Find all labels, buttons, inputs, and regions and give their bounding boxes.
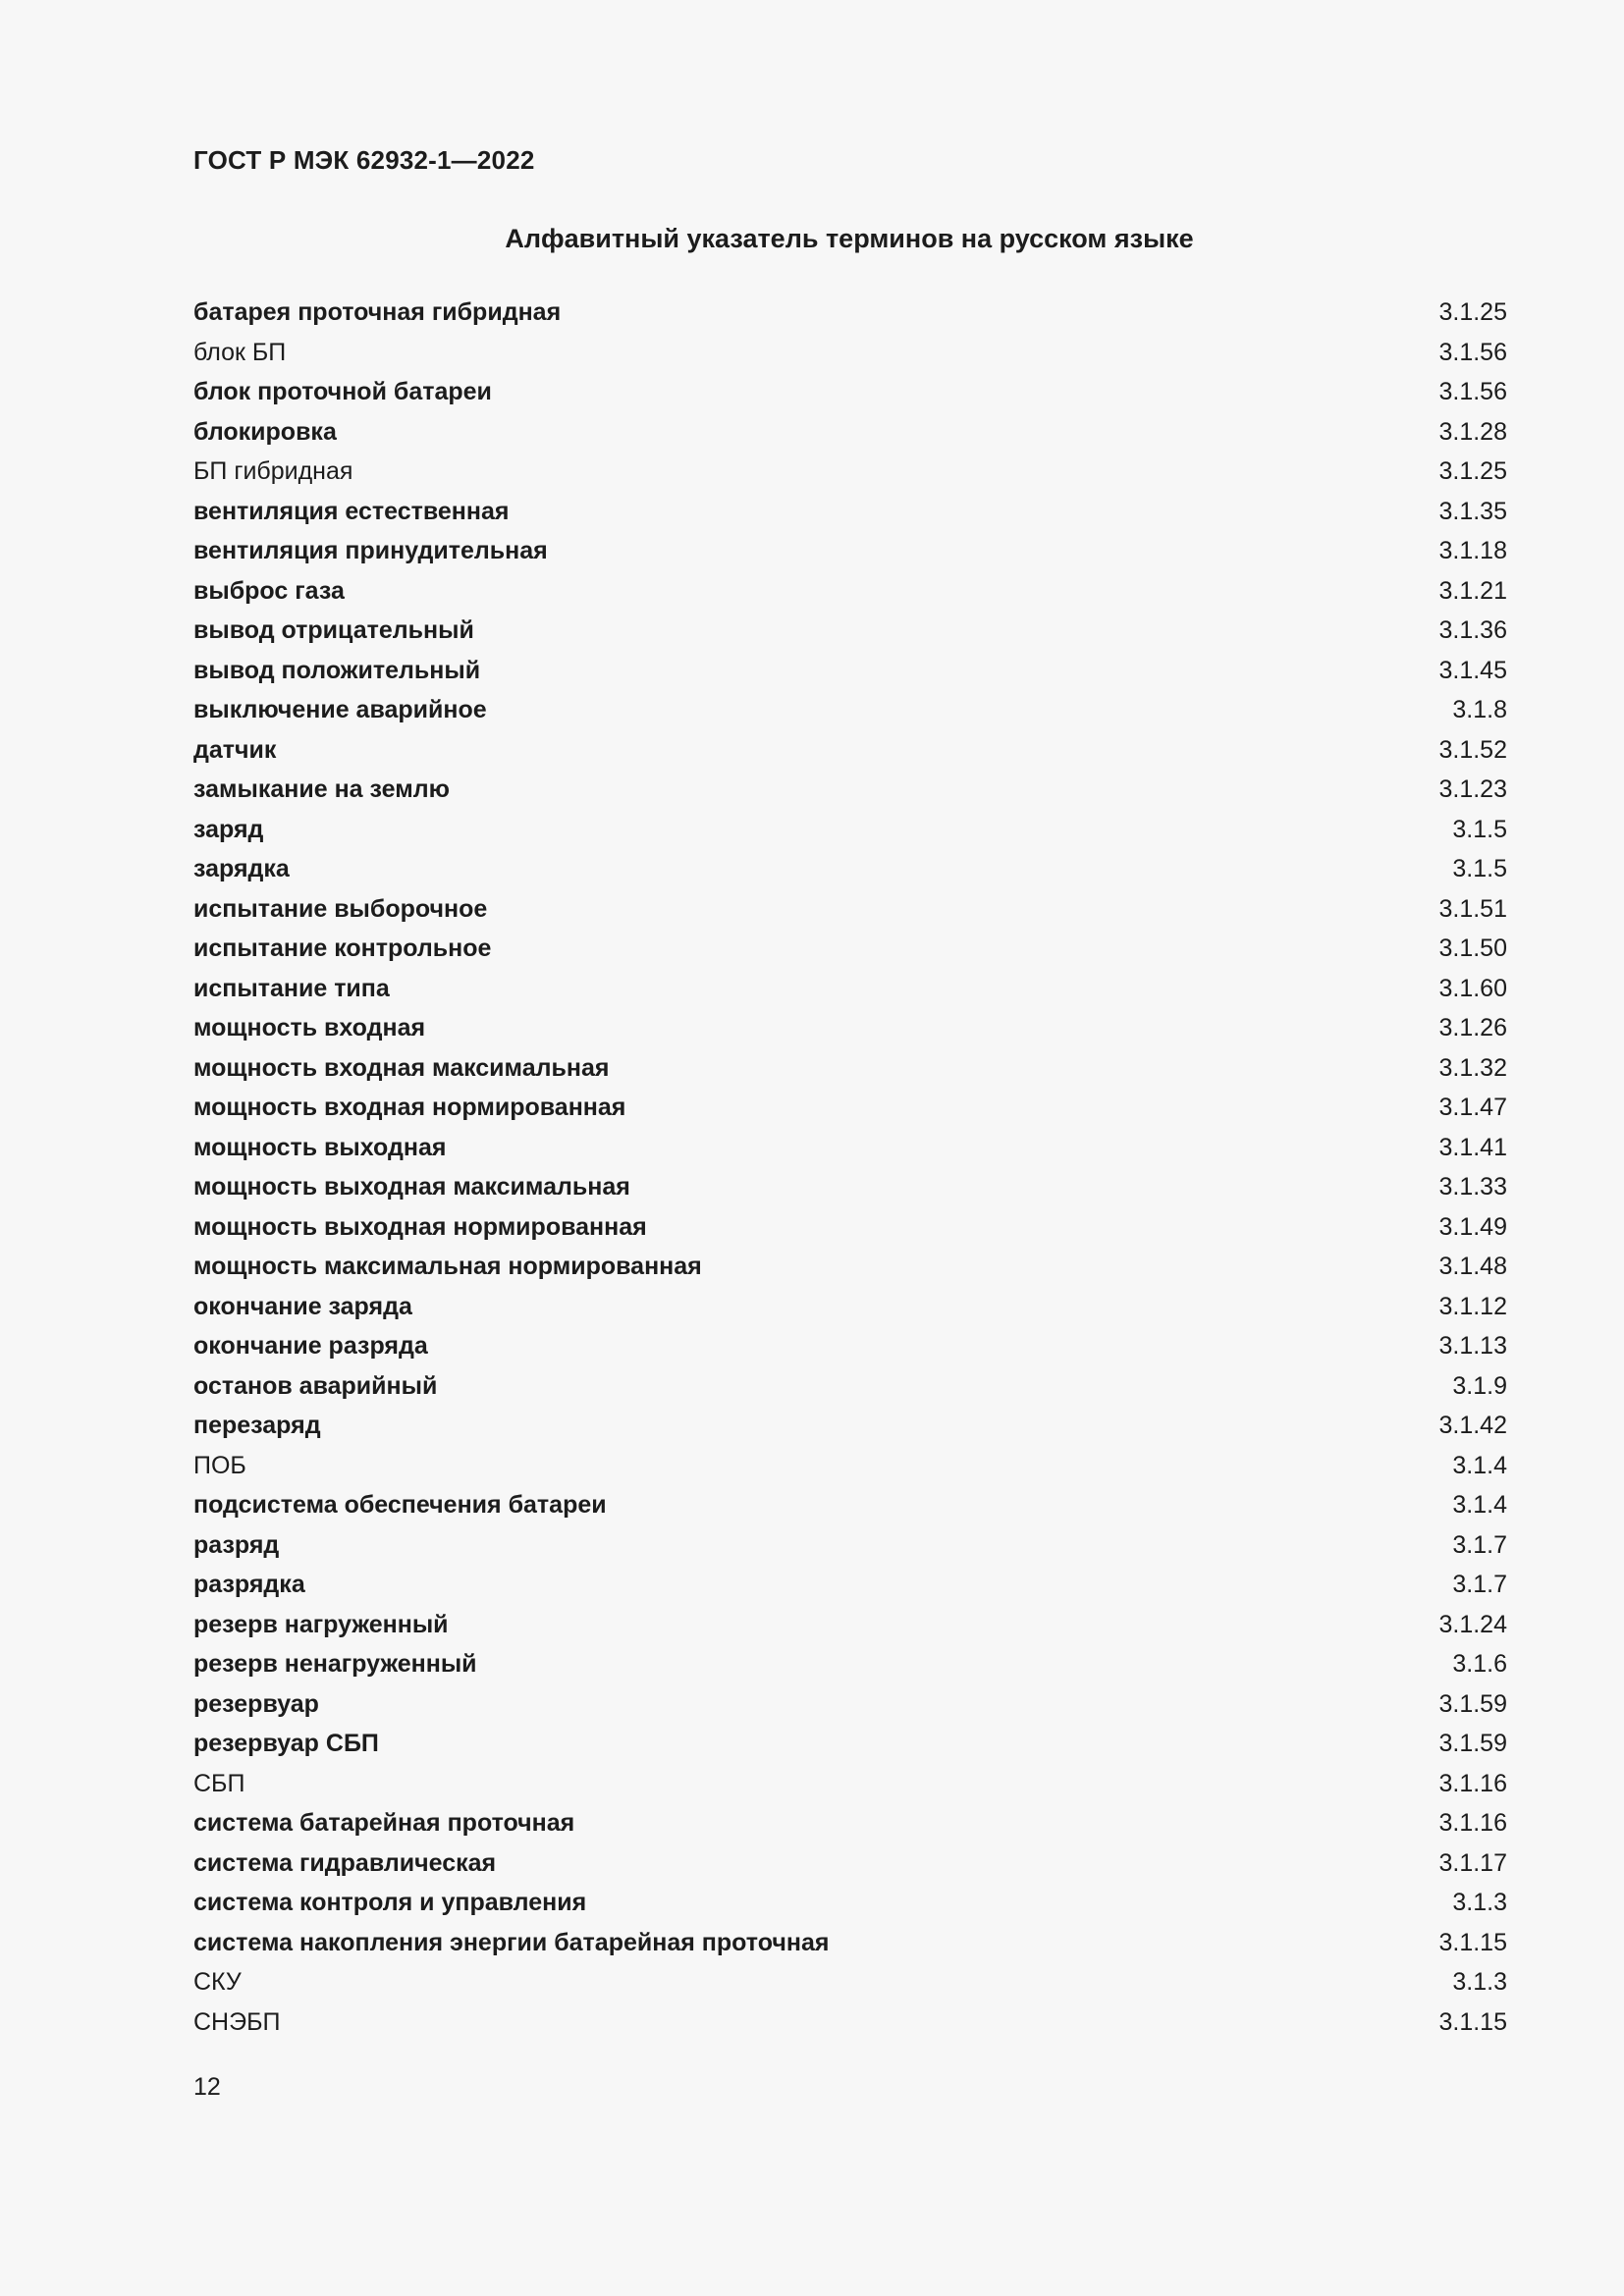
index-term: СКУ (193, 1968, 242, 1996)
index-entry (193, 1724, 1507, 1764)
index-reference: 3.1.16 (1438, 1769, 1507, 1797)
index-entry (193, 1605, 1507, 1645)
index-entry (193, 1128, 1507, 1168)
index-entry (193, 1684, 1507, 1725)
index-term: замыкание на землю (193, 775, 450, 803)
index-entry (193, 1644, 1507, 1684)
index-entry (193, 452, 1507, 492)
index-reference: 3.1.28 (1438, 417, 1507, 446)
index-reference: 3.1.25 (1438, 457, 1507, 485)
index-title: Алфавитный указатель терминов на русском языке (505, 224, 1194, 253)
index-reference: 3.1.60 (1438, 974, 1507, 1002)
index-entry (193, 1565, 1507, 1605)
index-reference: 3.1.42 (1438, 1412, 1507, 1439)
index-term: зарядка (193, 855, 290, 882)
index-reference: 3.1.4 (1452, 1491, 1507, 1519)
index-entry (193, 1167, 1507, 1207)
index-reference: 3.1.5 (1452, 855, 1507, 882)
index-entry (193, 1326, 1507, 1366)
index-term: резервуар СБП (193, 1730, 379, 1757)
index-term: система контроля и управления (193, 1889, 587, 1916)
index-term: батарея проточная гибридная (193, 298, 562, 326)
index-reference: 3.1.8 (1452, 696, 1507, 723)
index-term: мощность выходная (193, 1133, 447, 1161)
index-entry (193, 372, 1507, 412)
index-term: испытание выборочное (193, 894, 488, 923)
index-entry (193, 1247, 1507, 1287)
index-term: окончание разряда (193, 1332, 428, 1360)
index-entry (193, 492, 1507, 532)
index-reference: 3.1.21 (1438, 576, 1507, 605)
index-entry (193, 1803, 1507, 1843)
index-reference: 3.1.5 (1452, 815, 1507, 843)
index-entry (193, 1883, 1507, 1923)
index-reference: 3.1.45 (1438, 656, 1507, 684)
index-term: мощность максимальная нормированная (193, 1253, 702, 1280)
index-reference: 3.1.15 (1438, 1928, 1507, 1956)
index-reference: 3.1.9 (1452, 1371, 1507, 1400)
term-index-list (193, 293, 1507, 2042)
index-term: система накопления энергии батарейная проточная (193, 1928, 830, 1956)
index-term: вывод отрицательный (193, 616, 474, 644)
index-entry (193, 1962, 1507, 2002)
index-reference: 3.1.51 (1438, 894, 1507, 923)
index-reference: 3.1.23 (1438, 775, 1507, 803)
index-entry (193, 333, 1507, 373)
index-term: мощность входная максимальная (193, 1053, 610, 1082)
page-number: 12 (193, 2073, 221, 2101)
index-term: мощность входная (193, 1014, 426, 1041)
index-reference: 3.1.15 (1438, 2007, 1507, 2036)
index-term: подсистема обеспечения батареи (193, 1491, 607, 1519)
index-entry (193, 1207, 1507, 1248)
index-term: резервуар (193, 1689, 319, 1718)
index-term: мощность выходная максимальная (193, 1173, 630, 1201)
index-term: перезаряд (193, 1412, 321, 1439)
index-term: мощность входная нормированная (193, 1094, 626, 1121)
index-entry (193, 1843, 1507, 1884)
index-reference: 3.1.18 (1438, 537, 1507, 564)
index-entry (193, 412, 1507, 453)
index-term: система батарейная проточная (193, 1809, 575, 1837)
index-entry (193, 531, 1507, 571)
index-term: разряд (193, 1530, 280, 1559)
index-term: разрядка (193, 1571, 305, 1598)
index-term: заряд (193, 815, 264, 843)
index-reference: 3.1.13 (1438, 1332, 1507, 1360)
index-entry (193, 929, 1507, 969)
index-term: выключение аварийное (193, 696, 487, 723)
index-entry (193, 969, 1507, 1009)
index-reference: 3.1.36 (1438, 616, 1507, 644)
index-term: блок проточной батареи (193, 378, 492, 405)
index-reference: 3.1.48 (1438, 1253, 1507, 1280)
index-term: мощность выходная нормированная (193, 1212, 647, 1241)
index-entry (193, 1366, 1507, 1407)
index-term: резерв ненагруженный (193, 1650, 477, 1678)
index-entry (193, 1088, 1507, 1128)
index-reference: 3.1.56 (1438, 378, 1507, 405)
index-term: система гидравлическая (193, 1848, 497, 1877)
index-entry (193, 810, 1507, 850)
index-term: ПОБ (193, 1451, 246, 1479)
index-term: вентиляция принудительная (193, 537, 548, 564)
index-reference: 3.1.12 (1438, 1292, 1507, 1320)
index-entry (193, 1485, 1507, 1525)
index-term: датчик (193, 735, 277, 764)
index-entry (193, 770, 1507, 810)
index-reference: 3.1.59 (1438, 1689, 1507, 1718)
index-term: вывод положительный (193, 656, 481, 684)
index-reference: 3.1.56 (1438, 338, 1507, 366)
index-reference: 3.1.3 (1452, 1968, 1507, 1996)
index-entry (193, 730, 1507, 771)
index-term: окончание заряда (193, 1292, 412, 1320)
index-term: испытание контрольное (193, 934, 492, 962)
index-reference: 3.1.35 (1438, 497, 1507, 525)
index-reference: 3.1.26 (1438, 1014, 1507, 1041)
index-entry (193, 849, 1507, 889)
index-entry (193, 1406, 1507, 1446)
index-entry (193, 1923, 1507, 1963)
index-reference: 3.1.32 (1438, 1053, 1507, 1082)
index-entry (193, 611, 1507, 651)
index-term: БП гибридная (193, 457, 353, 485)
index-entry (193, 889, 1507, 930)
index-reference: 3.1.47 (1438, 1094, 1507, 1121)
index-entry (193, 2002, 1507, 2043)
index-entry (193, 1525, 1507, 1566)
index-term: вентиляция естественная (193, 497, 510, 525)
index-entry (193, 293, 1507, 333)
index-reference: 3.1.25 (1438, 298, 1507, 326)
index-reference: 3.1.50 (1438, 934, 1507, 962)
index-term: блок БП (193, 338, 287, 366)
index-term: испытание типа (193, 974, 390, 1002)
index-reference: 3.1.33 (1438, 1173, 1507, 1201)
index-entry (193, 690, 1507, 730)
index-term: СБП (193, 1769, 245, 1797)
index-term: блокировка (193, 417, 337, 446)
index-entry (193, 1008, 1507, 1048)
index-reference: 3.1.52 (1438, 735, 1507, 764)
index-reference: 3.1.16 (1438, 1809, 1507, 1837)
index-reference: 3.1.59 (1438, 1730, 1507, 1757)
index-entry (193, 1446, 1507, 1486)
index-reference: 3.1.7 (1452, 1530, 1507, 1559)
index-term: резерв нагруженный (193, 1610, 449, 1638)
index-entry (193, 651, 1507, 691)
index-term: останов аварийный (193, 1371, 438, 1400)
index-reference: 3.1.49 (1438, 1212, 1507, 1241)
index-reference: 3.1.6 (1452, 1650, 1507, 1678)
index-reference: 3.1.41 (1438, 1133, 1507, 1161)
index-entry (193, 1287, 1507, 1327)
document-code-header: ГОСТ Р МЭК 62932-1—2022 (193, 145, 535, 175)
index-entry (193, 1048, 1507, 1089)
index-entry (193, 1764, 1507, 1804)
index-term: СНЭБП (193, 2007, 281, 2036)
index-reference: 3.1.3 (1452, 1889, 1507, 1916)
index-entry (193, 571, 1507, 612)
index-reference: 3.1.7 (1452, 1571, 1507, 1598)
index-reference: 3.1.24 (1438, 1610, 1507, 1638)
index-term: выброс газа (193, 576, 345, 605)
index-reference: 3.1.4 (1452, 1451, 1507, 1479)
index-reference: 3.1.17 (1438, 1848, 1507, 1877)
